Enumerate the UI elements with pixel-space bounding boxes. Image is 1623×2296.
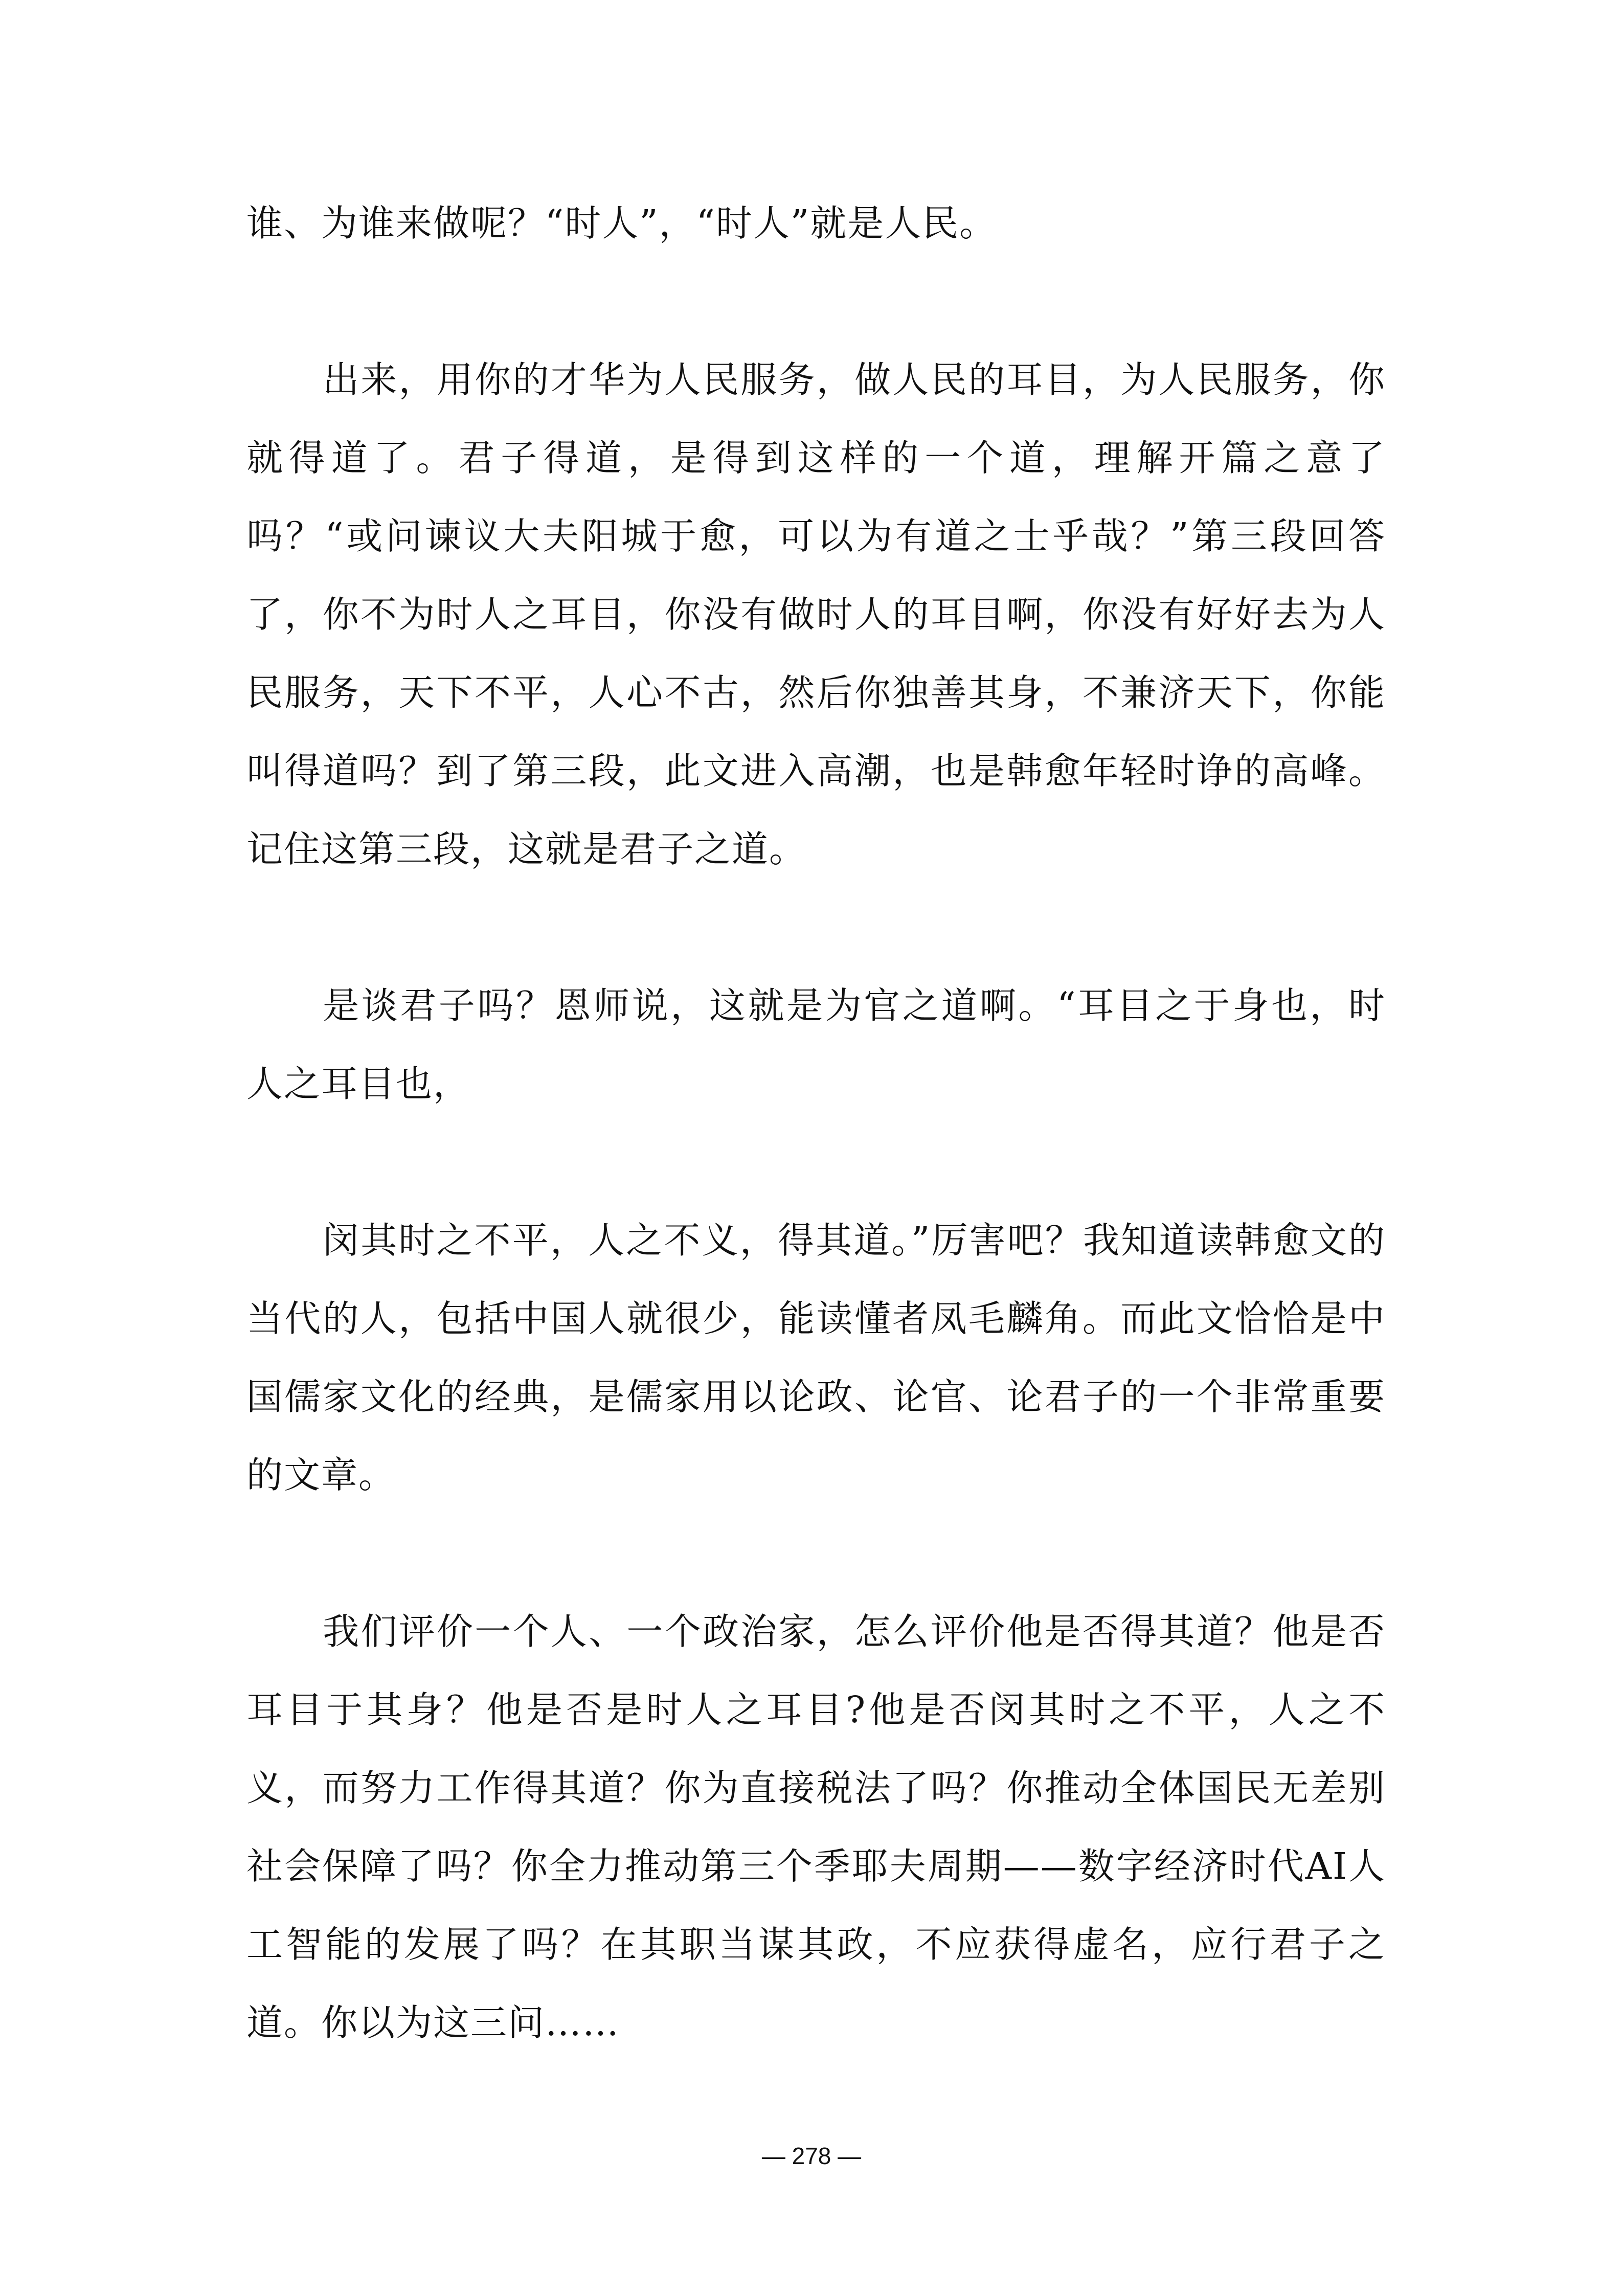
page-number: — 278 — bbox=[761, 2143, 862, 2169]
paragraph-continued: 谁、为谁来做呢？“时人”，“时人”就是人民。 bbox=[246, 202, 997, 244]
body-text bbox=[246, 184, 1386, 2062]
paragraph: 是谈君子吗？恩师说，这就是为官之道啊。“耳目之于身也，时人之耳目也， bbox=[246, 984, 1386, 1105]
paragraph: 闵其时之不平，人之不义，得其道。”厉害吧？我知道读韩愈文的当代的人，包括中国人就很少，能读懂者凤毛麟角。而此文恰恰是中国儒家文化的经典，是儒家用以论政、论官、论君子的一个非常重要的文章。 bbox=[246, 1219, 1386, 1496]
paragraph-spacer bbox=[246, 888, 1386, 966]
paragraph-spacer bbox=[246, 1123, 1386, 1201]
paragraph-spacer bbox=[246, 1514, 1386, 1592]
paragraph: 出来，用你的才华为人民服务，做人民的耳目，为人民服务，你就得道了。君子得道，是得到这样的一个道，理解开篇之意了吗？“或问谏议大夫阳城于愈，可以为有道之士乎哉？”第三段回答了，你不为时人之耳目，你没有做时人的耳目啊，你没有好好去为人民服务，天下不平，人心不古，然后你独善其身，不兼济天下，你能叫得道吗？到了第三段，此文进入高潮，也是韩愈年轻时诤的高峰。记住这第三段，这就是君子之道。 bbox=[246, 358, 1386, 870]
paragraph-spacer bbox=[246, 262, 1386, 341]
paragraph: 我们评价一个人、一个政治家，怎么评价他是否得其道？他是否耳目于其身？他是否是时人之耳目?他是否闵其时之不平，人之不义，而努力工作得其道？你为直接税法了吗？你推动全体国民无差别社会保障了吗？你全力推动第三个季耶夫周期——数字经济时代AI人工智能的发展了吗？在其职当谋其政，不应获得虚名，应行君子之道。你以为这三问…… bbox=[246, 1610, 1386, 2044]
